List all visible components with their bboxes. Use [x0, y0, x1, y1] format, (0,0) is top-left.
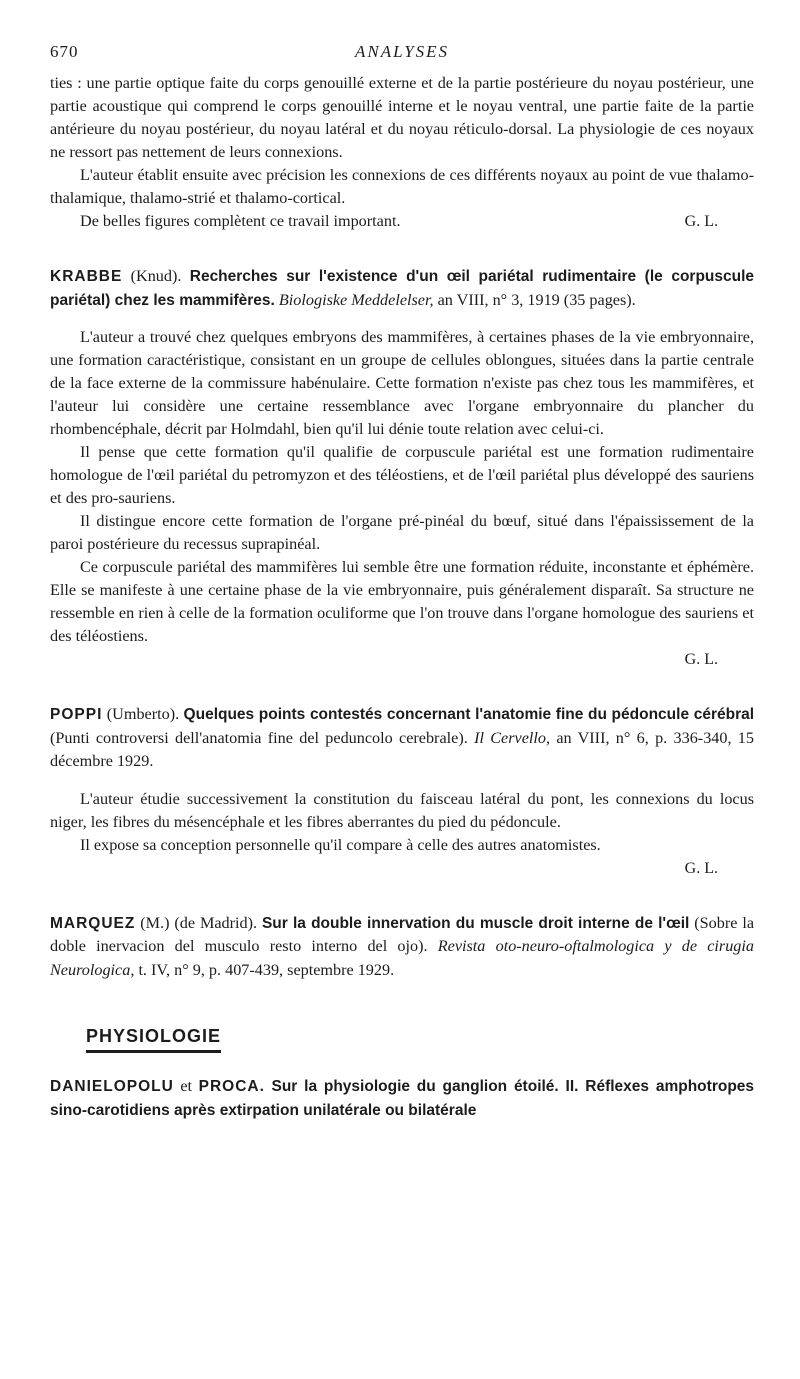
entry-author: KRABBE [50, 268, 123, 285]
entry-forename: (Knud). [130, 267, 182, 285]
entry-title: Quelques points contestés concernant l'anatomie fine du pédoncule cérébral [183, 706, 755, 723]
entry-heading [50, 265, 754, 312]
physiologie-section [50, 1026, 754, 1053]
entry-author: MARQUEZ [50, 914, 136, 932]
entry-title: Sur la physiologie du ganglion étoilé. II. Réflexes amphotropes sino-carotidiens après extirpation unilatérale ou bilatérale [50, 1078, 755, 1119]
paragraph: De belles figures complètent ce travail important. [80, 212, 401, 230]
poppi-entry [50, 703, 754, 880]
entry-journal: Il Cervello, [474, 728, 551, 747]
entry-reference: t. IV, n° 9, p. 407-439, septembre 1929. [138, 960, 395, 979]
paragraph: L'auteur a trouvé chez quelques embryons des mammifères, à certaines phases de la vie embryonnaire, une formation caractéristique, consistant en un groupe de cellules oblongues, situées dans la partie centrale de la face externe de la commissure habénulaire. Cette formation n'existe pas chez tous les mammifères, et l'auteur lui considère une certaine ressemblance avec l'organe embryonnaire du plancher du rhombencéphale, décrit par Holmdahl, bien qu'il lui dénie toute relation avec celui-ci. [50, 328, 754, 438]
section-title: PHYSIOLOGIE [86, 1026, 221, 1053]
marquez-entry [50, 912, 754, 983]
entry-journal: Biologiske Meddelelser, [278, 290, 434, 309]
page [50, 42, 754, 1122]
paragraph: Ce corpuscule pariétal des mammifères lui semble être une formation réduite, inconstante et éphémère. Elle se manifeste à une certaine phase de la vie embryonnaire, puis généralement disparaît. Sa structure ne ressemble en rien à celle de la formation oculiforme que l'on trouve dans l'organe homologue des sauriens et des téléostiens. [50, 558, 754, 645]
signature: G. L. [684, 651, 718, 668]
paragraph: L'auteur établit ensuite avec précision les connexions de ces différents noyaux au point de vue thalamo-thalamique, thalamo-strié et thalamo-cortical. [50, 166, 754, 207]
entry-translation: (Sobre la doble inervacion del musculo resto interno del ojo). [50, 913, 755, 955]
krabbe-entry [50, 265, 754, 671]
entry-heading [50, 1075, 754, 1122]
intro-entry [50, 72, 754, 233]
paragraph: Il pense que cette formation qu'il qualifie de corpuscule pariétal est une formation rudimentaire homologue de l'œil pariétal du petromyzon et des téléostiens, et de l'œil pariétal plus développé des sauriens et des pro-sauriens. [50, 443, 754, 507]
entry-reference: an VIII, n° 3, 1919 (35 pages). [437, 290, 636, 309]
signature: G. L. [684, 213, 718, 230]
running-title: ANALYSES [354, 42, 450, 61]
entry-author: DANIELOPOLU [50, 1078, 174, 1095]
paragraph: L'auteur étudie successivement la constitution du faisceau latéral du pont, les connexions du locus niger, les fibres du mésencéphale et les fibres aberrantes du pied du pédoncule. [50, 789, 754, 831]
paragraph: Il distingue encore cette formation de l'organe pré-pinéal du bœuf, situé dans l'épaississement de la paroi postérieure du recessus suprapinéal. [50, 512, 754, 553]
entry-forename: (M.) (de Madrid). [140, 913, 258, 932]
paragraph: Il expose sa conception personnelle qu'il compare à celle des autres anatomistes. [80, 835, 601, 854]
entry-author-2: PROCA. [198, 1078, 265, 1095]
entry-heading [50, 703, 754, 774]
entry-title: Recherches sur l'existence d'un œil pariétal rudimentaire (le corpuscule pariétal) chez les mammifères. [50, 268, 755, 309]
entry-title: Sur la double innervation du muscle droit interne de l'œil [261, 914, 690, 932]
page-header [50, 42, 754, 72]
signature: G. L. [684, 859, 718, 877]
entry-author: POPPI [50, 706, 103, 723]
entry-journal: Revista oto-neuro-oftalmologica y de cirugia Neurologica, [50, 937, 754, 979]
paragraph: ties : une partie optique faite du corps genouillé externe et de la partie postérieure du noyau postérieur, une partie acoustique qui comprend le corps genouillé interne et le noyau ventral, une partie faite de la partie antérieure du noyau postérieur, du noyau latéral et du noyau réticulo-dorsal. La physiologie de ces noyaux ne ressort pas nettement de leurs connexions. [50, 74, 754, 161]
entry-conjunction: et [180, 1077, 193, 1095]
entry-forename: (Umberto). [106, 705, 180, 723]
danielopolu-entry [50, 1075, 754, 1122]
page-number: 670 [50, 42, 79, 61]
entry-reference: an VIII, n° 6, p. 336-340, 15 décembre 1929. [50, 728, 754, 770]
entry-translation: (Punti controversi dell'anatomia fine del peduncolo cerebrale). [50, 728, 468, 747]
entry-heading [50, 912, 754, 983]
